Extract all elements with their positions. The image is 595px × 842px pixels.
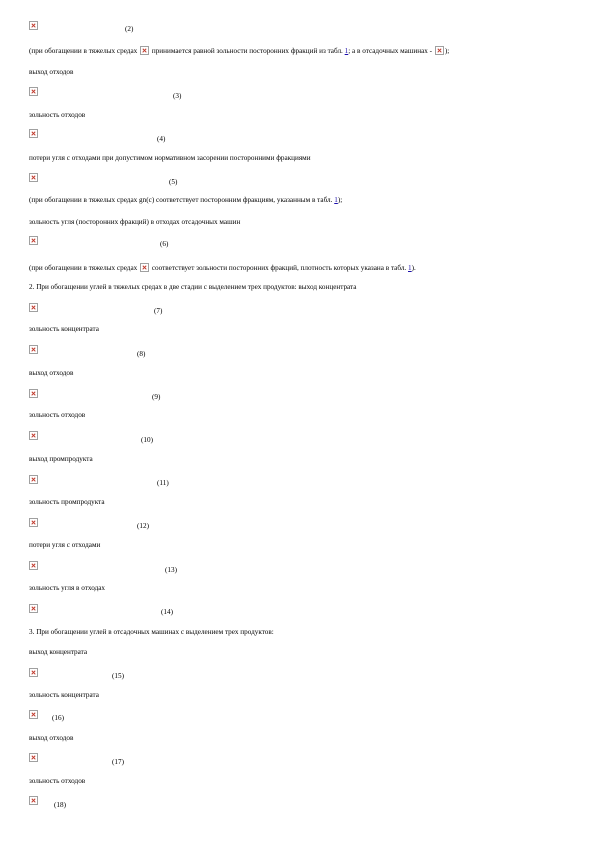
formula-image-icon (29, 389, 38, 398)
text-segment: (при обогащении в тяжелых средах (29, 264, 140, 272)
text-segment: (при обогащении в тяжелых средах gn(c) соответствует посторонним фракциям, указанным в табл. (29, 196, 335, 204)
formula-image-icon (29, 431, 38, 440)
equation-number: (18) (54, 801, 66, 809)
equation-number: (13) (165, 566, 177, 574)
equation-number: (8) (137, 350, 146, 358)
formula-image-icon (29, 796, 38, 805)
paragraph (29, 263, 416, 273)
paragraph: зольность концентрата (29, 325, 99, 333)
paragraph (29, 196, 342, 205)
formula-image-icon (29, 475, 38, 484)
equation-number: (7) (154, 307, 163, 315)
text-segment: ); (444, 47, 450, 55)
paragraph: выход отходов (29, 734, 74, 742)
equation-number: (11) (157, 479, 169, 487)
text-segment: (при обогащении в тяжелых средах (29, 47, 140, 55)
paragraph: зольность отходов (29, 411, 86, 419)
table-link[interactable]: 1 (408, 264, 412, 272)
text-segment: ); (337, 196, 343, 204)
equation-number: (14) (161, 608, 173, 616)
formula-image-icon (29, 710, 38, 719)
equation-number: (3) (173, 92, 182, 100)
paragraph: зольность отходов (29, 111, 86, 119)
paragraph: 2. При обогащении углей в тяжелых средах в две стадии с выделением трех продуктов: выход концентрата (29, 283, 357, 291)
formula-image-icon (29, 561, 38, 570)
table-link[interactable]: 1 (344, 47, 349, 55)
text-segment: ; а в отсадочных машинах - (348, 47, 434, 55)
paragraph: выход отходов (29, 369, 74, 377)
paragraph: выход концентрата (29, 648, 88, 656)
text-segment: ). (411, 264, 416, 272)
formula-image-icon (435, 46, 444, 55)
paragraph: зольность отходов (29, 777, 86, 785)
formula-image-icon (29, 668, 38, 677)
formula-image-icon (29, 303, 38, 312)
table-link[interactable]: 1 (334, 196, 338, 204)
formula-image-icon (140, 46, 149, 55)
equation-number: (17) (112, 758, 124, 766)
equation-number: (15) (112, 672, 124, 680)
paragraph: потери угля с отходами (29, 541, 101, 549)
formula-image-icon (29, 604, 38, 613)
paragraph: потери угля с отходами при допустимом нормативном засорении посторонними фракциями (29, 154, 311, 162)
equation-number: (9) (152, 393, 161, 401)
formula-image-icon (29, 345, 38, 354)
equation-number: (16) (52, 714, 64, 722)
equation-number: (6) (160, 240, 169, 248)
paragraph: выход промпродукта (29, 455, 93, 463)
paragraph: выход отходов (29, 68, 74, 76)
equation-number: (4) (157, 135, 166, 143)
formula-image-icon (29, 87, 38, 96)
formula-image-icon (29, 753, 38, 762)
formula-image-icon (29, 236, 38, 245)
formula-image-icon (29, 129, 38, 138)
text-segment: соответствует зольности посторонних фракций, плотность которых указана в табл. (150, 264, 409, 272)
equation-number: (12) (137, 522, 149, 530)
formula-image-icon (29, 21, 38, 30)
paragraph: зольность угля (посторонних фракций) в отходах отсадочных машин (29, 218, 241, 226)
equation-number: (5) (169, 178, 178, 186)
text-segment: принимается равной зольности посторонних фракций из табл. (150, 47, 345, 55)
equation-number: (10) (141, 436, 153, 444)
paragraph: зольность концентрата (29, 691, 99, 699)
formula-image-icon (29, 518, 38, 527)
formula-image-icon (29, 173, 38, 182)
paragraph (29, 46, 449, 56)
paragraph: 3. При обогащении углей в отсадочных машинах с выделением трех продуктов: (29, 628, 274, 636)
paragraph: зольность угля в отходах (29, 584, 106, 592)
equation-number: (2) (125, 25, 134, 33)
formula-image-icon (140, 263, 149, 272)
paragraph: зольность промпродукта (29, 498, 105, 506)
